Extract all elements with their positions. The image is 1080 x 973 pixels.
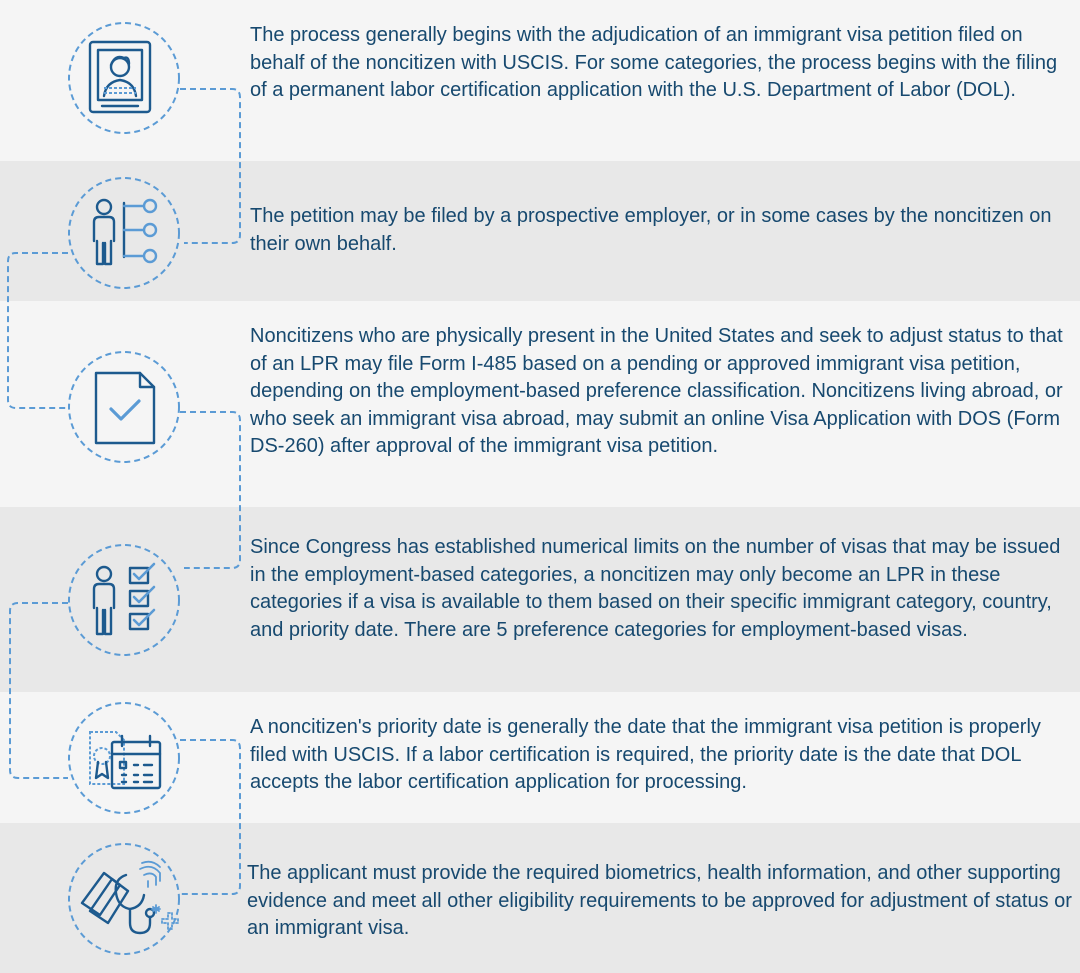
- step-6-text: The applicant must provide the required biometrics, health information, and other supporting evidence and meet all other eligibility requirements to be approved for adjustment of status or an immigrant visa.: [247, 862, 1072, 940]
- step-1-text: The process generally begins with the adjudication of an immigrant visa petition filed on behalf of the noncitizen with USCIS. For some categories, the process begins with the filing of a permanent labor certification application with the U.S. Department of Labor (DOL).: [250, 24, 1058, 102]
- person-network-icon: [68, 177, 180, 289]
- step-5-text: A noncitizen's priority date is generally the date that the immigrant visa petition is properly filed with USCIS. If a labor certification is required, the priority date is the date that DOL accepts the labor certification application for processing.: [250, 716, 1041, 794]
- biometrics-health-icon: [68, 843, 180, 955]
- document-check-icon: [68, 351, 180, 463]
- certificate-calendar-icon: [68, 702, 180, 814]
- step-3-text: Noncitizens who are physically present in the United States and seek to adjust status to that of an LPR may file Form I-485 based on a pending or approved immigrant visa petition, depending on the employment-based preference classification. Noncitizens living abroad, or who seek an immigrant visa abroad, may submit an online Visa Application with DOS (Form DS-260) after approval of the immigrant visa petition.: [250, 325, 1063, 458]
- id-card-person-icon: [68, 22, 180, 134]
- step-2-text: The petition may be filed by a prospective employer, or in some cases by the noncitizen on their own behalf.: [250, 205, 1052, 255]
- step-4-text: Since Congress has established numerical limits on the number of visas that may be issued in the employment-based categories, a noncitizen may only become an LPR in these categories if a visa is available to them based on their specific immigrant category, country, and priority date. There are 5 preference categories for employment-based visas.: [250, 536, 1061, 641]
- person-checklist-icon: [68, 544, 180, 656]
